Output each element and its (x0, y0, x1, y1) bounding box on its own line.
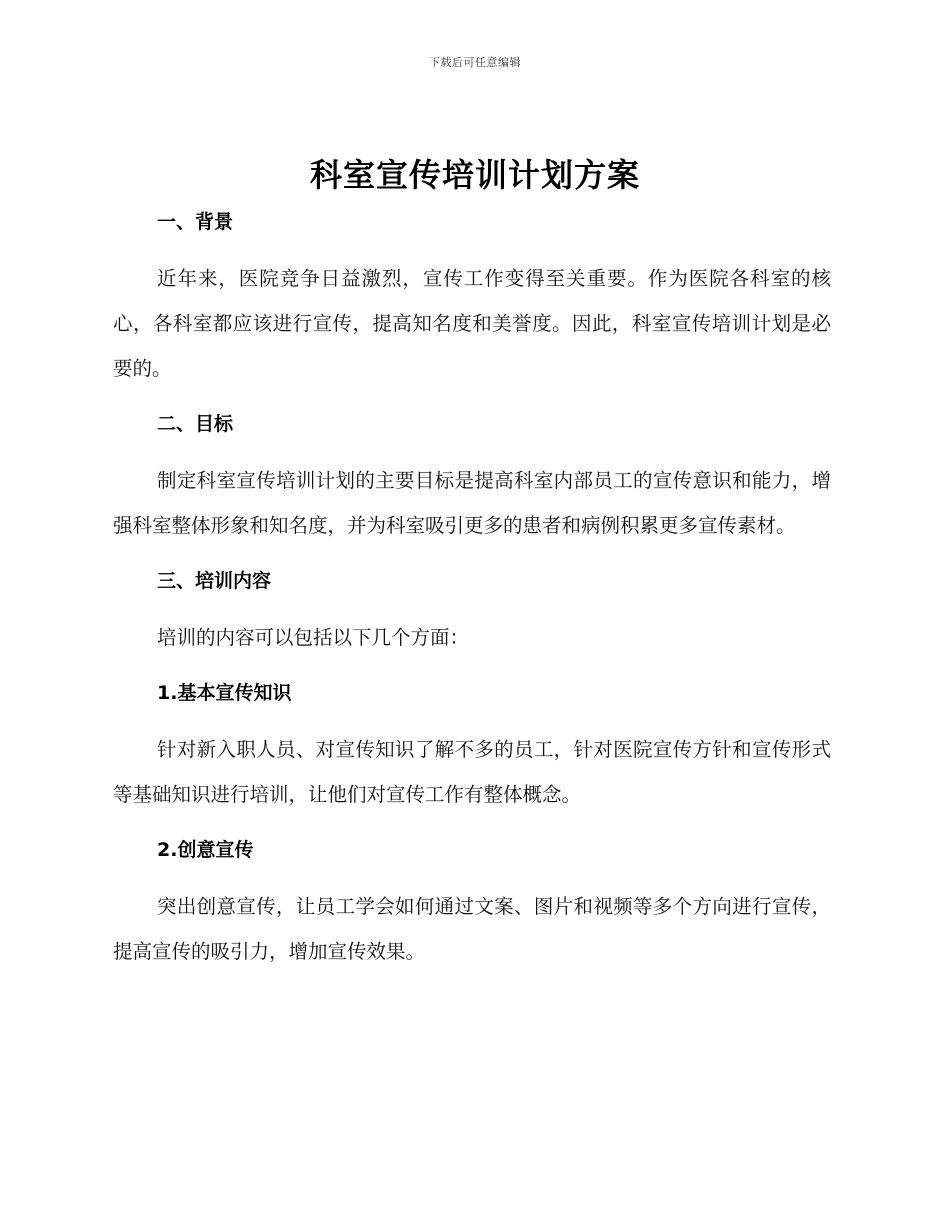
section-heading: 一、背景 (157, 211, 234, 233)
section-heading: 2.创意宣传 (157, 839, 254, 861)
section-goal (113, 402, 831, 559)
section-background (113, 200, 831, 402)
section-paragraph: 近年来，医院竞争日益激烈，宣传工作变得至关重要。作为医院各科室的核心，各科室都应该进行宣传，提高知名度和美誉度。因此，科室宣传培训计划是必要的。 (113, 267, 831, 380)
header-note: 下载后可任意编辑 (429, 56, 521, 69)
section-heading: 二、目标 (157, 413, 234, 435)
section-training-content (113, 559, 831, 671)
section-paragraph: 制定科室宣传培训计划的主要目标是提高科室内部员工的宣传意识和能力，增强科室整体形象和知名度，并为科室吸引更多的患者和病例积累更多宣传素材。 (113, 469, 831, 537)
section-paragraph: 突出创意宣传，让员工学会如何通过文案、图片和视频等多个方向进行宣传，提高宣传的吸引力，增加宣传效果。 (113, 895, 831, 963)
section-heading: 三、培训内容 (157, 570, 272, 592)
section-basic-knowledge (113, 671, 831, 828)
section-creative-promotion (113, 828, 831, 974)
section-paragraph: 培训的内容可以包括以下几个方面： (157, 626, 470, 649)
document-body (113, 200, 831, 974)
section-heading: 1.基本宣传知识 (157, 682, 292, 704)
document-title: 科室宣传培训计划方案 (309, 156, 640, 194)
section-paragraph: 针对新入职人员、对宣传知识了解不多的员工，针对医院宣传方针和宣传形式等基础知识进行培训，让他们对宣传工作有整体概念。 (113, 738, 831, 806)
